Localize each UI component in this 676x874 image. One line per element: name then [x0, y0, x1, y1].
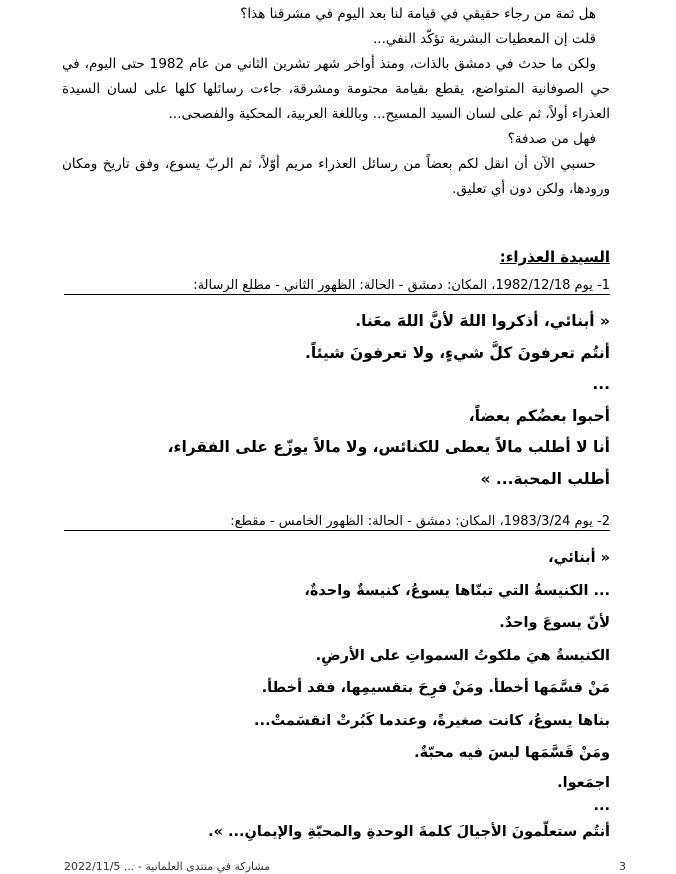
- intro-text: [62, 2, 610, 202]
- intro-paragraph: هل ثمة من رجاء حقيقي في قيامة لنا بعد اليوم في مشرقنا هذا؟: [240, 6, 596, 22]
- message1-text: [62, 306, 610, 495]
- intro-paragraph: قلت إن المعطيات البشرية تؤكّد النفي...: [372, 31, 596, 47]
- verse-line: ... الكنيسةُ التي تبنّاها يسوعُ، كنيسةٌ واحدةٌ،: [304, 582, 610, 599]
- message1-header: 1- يوم 1982/12/18، المكان: دمشق - الحالة: الظهور الثاني - مطلع الرسالة:: [64, 278, 610, 295]
- verse-line: أنتُم ستعلّمونَ الأجيالَ كلمةَ الوحدةِ والمحبّةِ والإيمانِ... ».: [208, 823, 610, 840]
- verse-line: « أبنائي، أذكروا اللهَ لأنَّ اللهَ معَنا.: [355, 312, 610, 330]
- footer-text: مشاركة في منتدى العلمانية - ... 2022/11/5: [64, 860, 271, 873]
- verse-line: لأنّ يسوعَ واحدٌ.: [499, 615, 610, 631]
- verse-line: اجمَعوا.: [557, 774, 610, 791]
- message2-text: [62, 542, 610, 848]
- verse-line: ومَنْ قَسَّمَها ليسَ فيه محبّةٌ.: [414, 745, 610, 761]
- verse-line: أطلب المحبة... »: [480, 469, 610, 488]
- intro-paragraph: ولكن ما حدث في دمشق بالذات، ومنذ أواخر شهر تشرين الثاني من عام 1982 حتى اليوم، في حي الصوفانية المتواضع، يقطع بقيامة محتومة ومشرقة، جاءت رسائلها كلها على لسان السيدة العذراء أولاً، ثم على لسان السيد المسيح... وباللغة العربية، المحكية والفصحى...: [62, 56, 610, 122]
- verse-line: الكنيسةُ هيَ ملكوتُ السمواتِ على الأرضِ.: [315, 647, 610, 664]
- message2-header: 2- يوم 1983/3/24، المكان: دمشق - الحالة: الظهور الخامس - مقطع:: [64, 514, 610, 531]
- verse-line: بناها يسوعُ، كانت صغيرةً، وعندما كَبُرتْ انقسَمتْ...: [254, 712, 610, 729]
- verse-line: ...: [592, 375, 610, 393]
- section-title: السيدة العذراء:: [499, 248, 610, 266]
- intro-paragraph: فهل من صدفة؟: [507, 131, 596, 147]
- intro-paragraph: حسبي الآن أن انقل لكم بعضاً من رسائل العذراء مريم أوّلاً، ثم الربّ يسوع، وفق تاريخ ومكان ورودها، ولكن دون أي تعليق.: [62, 156, 610, 197]
- verse-line: أنا لا أطلب مالاً يعطى للكنائس، ولا مالاً يوزّع على الفقراء،: [167, 438, 610, 456]
- verse-line: أنتُم تعرفونَ كلَّ شيءٍ، ولا تعرفونَ شيئاً.: [305, 343, 610, 362]
- verse-line: مَنْ قسَّمَها أخطأ. ومَنْ فرِحَ بتقسيمِها، فقد أخطأ.: [261, 680, 610, 696]
- page-number: 3: [619, 860, 626, 873]
- verse-line: ...: [593, 797, 610, 814]
- verse-line: « أبنائي،: [548, 550, 610, 566]
- verse-line: أحبوا بعضُكم بعضاً،: [468, 406, 610, 425]
